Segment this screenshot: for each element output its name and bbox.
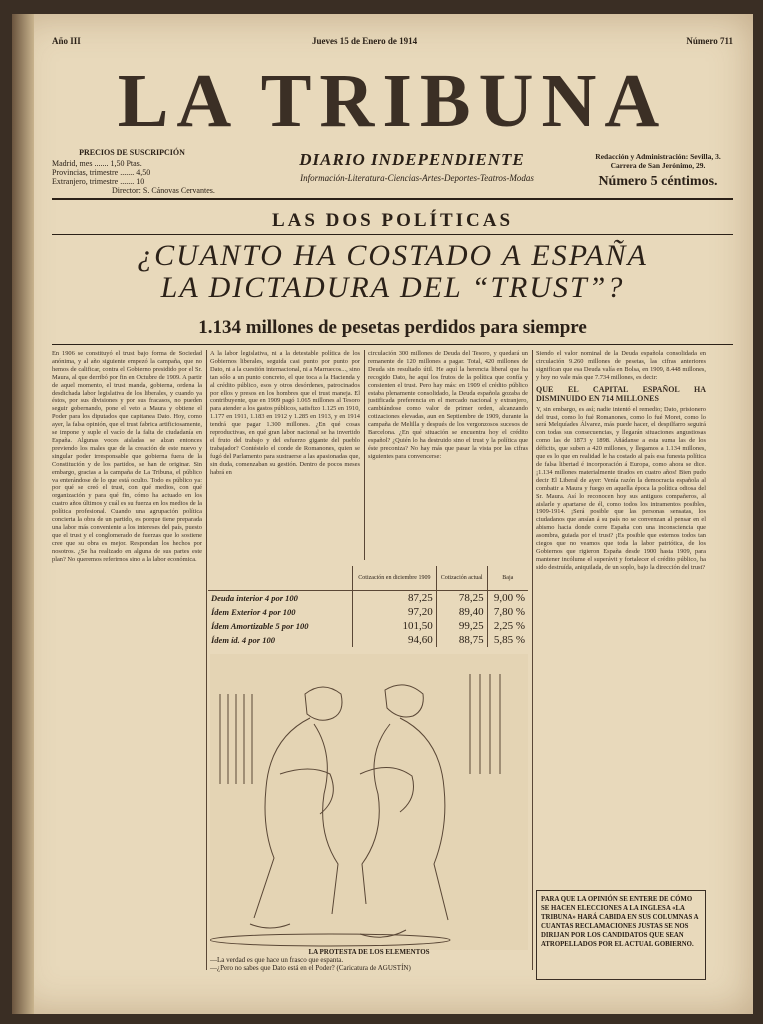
debt-quotes-table <box>208 566 528 647</box>
prices-heading: PRECIOS DE SUSCRIPCIÓN <box>79 148 185 157</box>
tagline: Información-Literatura-Ciencias-Artes-Deportes-Teatros-Modas <box>300 173 534 183</box>
column-rule <box>206 350 207 970</box>
table-row: Ídem íd. 4 por 100 94,60 88,75 5,85 % <box>208 633 528 647</box>
issue-number: Número 711 <box>686 36 733 46</box>
table-row: Ídem Exterior 4 por 100 97,20 89,40 7,80 % <box>208 605 528 619</box>
main-headline: ¿CUANTO HA COSTADO A ESPAÑA LA DICTADURA DEL “TRUST”? <box>137 239 648 304</box>
kicker-headline: LAS DOS POLÍTICAS <box>271 210 514 231</box>
masthead <box>52 54 733 204</box>
table-header: Baja <box>487 566 528 591</box>
divider <box>52 344 733 345</box>
divider <box>52 234 733 235</box>
binding-spine <box>12 14 34 1014</box>
date-label: Jueves 15 de Enero de 1914 <box>312 36 418 46</box>
article-column-2: A la labor legislativa, ni a la detestable política de los Gobiernos liberales, seguida casi punto por punto por Dato, ni a la cuestión internacional, ni a Marruecos..., sino tan sólo a un punto concreto, el que toca a la Hacienda y al crédito público, esos y otros desórdenes, patrocinados por ellos y presos en los hombres que el trust maneja. El contribuyente, que en 1909 pagó 1.065 millones al Tesoro para atender a los gastos públicos, satisfizo 1.125 en 1910, 1.177 en 1911, 1.183 en 1912 y 1.285 en 1913, y en 1914 tendrá que pagar 1.300 millones. ¿En qué cosas reproductivas, en qué gran labor nacional se ha invertido el fruto del trabajo y del esfuerzo gigante del pueblo trabajador? Contéstelo el conde de Romanones, quien se fugó del Parlamento para sustraerse a las apasionadas que, sin duda, comenzaban su gestión. Dentro de pocos meses habrá en <box>210 350 360 476</box>
caricature-illustration <box>210 654 528 950</box>
copy-price: Número 5 céntimos. <box>598 174 718 189</box>
price-row: Provincias, trimestre ....... 4,50 <box>52 168 151 177</box>
newspaper-title: LA TRIBUNA <box>117 59 668 143</box>
table-header: Cotización en diciembre 1909 <box>353 566 437 591</box>
newspaper-page <box>12 14 753 1014</box>
notice-box: PARA QUE LA OPINIÓN SE ENTERE DE CÓMO SE HACEN ELECCIONES A LA INGLESA «LA TRIBUNA» HARÁ CABIDA EN SUS COLUMNAS A CUANTAS RECLAMACIONES JUSTAS SE NOS DIRIJAN POR LOS CANDIDATOS QUE SEAN ATROPELLADOS POR EL ACTUAL GOBIERNO. <box>536 890 706 980</box>
price-row: Extranjero, trimestre ....... 10 <box>52 177 145 186</box>
table-row: Deuda interior 4 por 100 87,25 78,25 9,00 % <box>208 591 528 606</box>
article-column-1: En 1906 se constituyó el trust bajo forma de Sociedad anónima, y al año siguiente empezó la campaña, que no hemos de calificar, contra el Gobierno presidido por el Sr. Maura, al que derribó por fin en Octubre de 1909. A partir de aquel momento, el trust manda, gobierna, ordena la desdichada labor legislativa de los liberales, y cuando ya éstos, por sus divisiones y por sus fracasos, no pueden seguir gobernando, pone el veto a Maura y obtiene el Poder para los diputados que capitanea Dato. Hoy, como ayer, la falsa opinión, que el trust fabrica artificiosamente, se impone y suple el vacío de la falta de ciudadanía en España. Algunas voces aisladas se alzan entonces previendo los males que de la creación de este nuevo y singular poder irresponsable que gobierna fuera de la Constitución y de los partidos, se han de originar. Sin embargo, gracias a la campaña de La Tribuna, el público va enterándose de lo que está oculto. Todo es público ya: por qué se creó el trust, con qué medios, con qué organización y para qué fin, cómo ha actuado en los cuatro años últimos y cuál es su fuerza en los medios de la política profesional. Cuando una agrupación política concierta la obra de un partido, es porque tiene preparada una labor más conveniente a los intereses del país, puesto que el trust y el conglomerado de fuerzas que lo sostiene cree que su obra es mejor. Respondan los hechos por nosotros. ¿Se ha realizado en alguna de sus partes este plan? No queremos referirnos sino a la labor económica. <box>52 350 202 563</box>
illustration-caption: LA PROTESTA DE LOS ELEMENTOS —La verdad es que hace un frasco que espanta. —¿Pero no sabes que Dato está en el Poder? (Caricatura de AGUSTÍN) <box>210 948 430 972</box>
deck-headline: 1.134 millones de pesetas perdidos para siempre <box>198 317 587 338</box>
administration-info: Redacción y Administración: Sevilla, 3. Carrera de San Jerónimo, 29. Número 5 céntimos. <box>583 152 733 190</box>
dateline <box>52 36 733 50</box>
article-column-3: circulación 300 millones de Deuda del Tesoro, y quedará un remanente de 120 millones a pagar. Total, 420 millones de Deuda sin resultado útil. He aquí la herencia liberal que ha recogido Dato, he aquí los frutos de la política que confía y consienten el trust. Pero hay más: en 1909 el crédito público estaba plenamente consolidado, la Deuda española gozaba de justificada preferencia en el mercado nacional y extranjero, cambiándose como valor de primer orden, alcanzando cotizaciones elevadas, aun en Septiembre de 1909, durante la campaña de Melilla y después de los vergonzosos sucesos de Barcelona. ¿En qué situación se encuentra hoy el crédito español? ¿Quién lo ha destruido sino el trust y la política que éste preconiza? No hay más que pasar la vista por las cifras siguientes para convencerse: <box>368 350 528 460</box>
article-column-4: Siendo el valor nominal de la Deuda española consolidada en circulación 9.260 millones de pesetas, las cifras anteriores significan que esa Deuda valía en Bolsa, en 1909, 8.448 millones, y hoy no vale más que 7.734 millones, es decir: QUE EL CAPITAL ESPAÑOL HA DISMINUIDO EN 714 MILLONES Y, sin embargo, es así; nadie intentó el remedio; Dato, prisionero del trust, como lo fué Romanones, como lo fué Moret, como lo será Melquíades Álvarez, más puede hacer, el despilfarro seguirá con todas sus consecuencias, y llegarán situaciones angustiosas como las de 1873 y 1898. Añádanse a esta suma las de los déficits, que suben a 420 millones, y llegamos a 1.134 millones, que es lo que en realidad le ha costado al país esa funesta política de falsa libertad é incorporación á Europa, como ahora se dice. ¡1.134 millones materialmente tirados en cuatro años! Bien pudo decir El Liberal de ayer: Venía razón la democracia española al combatir a Maura y fuego en aquella época la política odiosa del Sr. Maura. Así lo reconocen hoy sus antiguos compañeros, al aislarle y apartarse de él, como todos los intramentos posibles, 1909-1914. ¡Será posible que las personas sensatas, los ciudadanos que ansían á su país no se convenzan al pensar en el abismo hacia donde corre España con una inconsciencia que asombra, guiada por el trust? ¡Es posible que estemos todos tan ciegos que no veamos que toda la labor patriótica, de los Gobiernos que rigieron España desde 1900 hasta 1909, para mantener incólume el superávit y fortalecer el crédito público, ha sido destruída, aniquilada, de un soplo, bajo la dirección del trust? <box>536 350 706 571</box>
director-line: Director: S. Cánovas Cervantes. <box>112 186 215 195</box>
subscription-prices <box>52 148 212 186</box>
column-rule <box>364 350 365 560</box>
table-header: Cotización actual <box>436 566 487 591</box>
year-label: Año III <box>52 36 81 46</box>
divider <box>52 198 733 200</box>
column-subhead: QUE EL CAPITAL ESPAÑOL HA DISMINUIDO EN 714 MILLONES <box>536 384 706 403</box>
column-rule <box>532 350 533 970</box>
subtitle: DIARIO INDEPENDIENTE <box>299 150 525 169</box>
price-row: Madrid, mes ....... 1,50 Ptas. <box>52 159 142 168</box>
table-row: Ídem Amortizable 5 por 100 101,50 99,25 2,25 % <box>208 619 528 633</box>
